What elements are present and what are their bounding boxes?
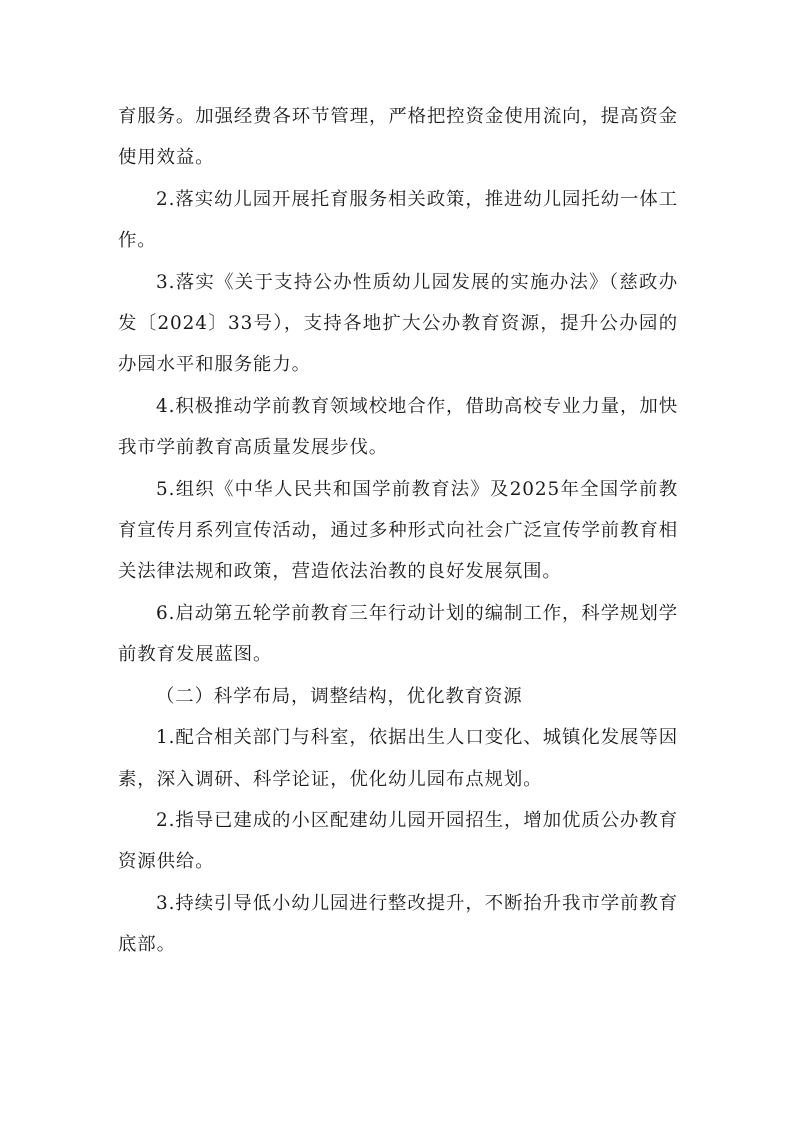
paragraph-item-3-public-kindergarten: 3.落实《关于支持公办性质幼儿园发展的实施办法》（慈政办发〔2024〕33号），支持各地扩大公办教育资源，提升公办园的办园水平和服务能力。 <box>118 271 678 376</box>
paragraph-item-4-school-cooperation: 4.积极推动学前教育领域校地合作，借助高校专业力量，加快我市学前教育高质量发展步伐。 <box>118 395 678 459</box>
paragraph-item-2-community-kindergarten: 2.指导已建成的小区配建幼儿园开园招生，增加优质公办教育资源供给。 <box>118 809 678 873</box>
document-body <box>118 96 678 966</box>
paragraph-item-5-publicity-month: 5.组织《中华人民共和国学前教育法》及2025年全国学前教育宣传月系列宣传活动，通过多种形式向社会广泛宣传学前教育相关法律法规和政策，营造依法治教的良好发展氛围。 <box>118 478 678 583</box>
paragraph-continuation: 育服务。加强经费各环节管理，严格把控资金使用流向，提高资金使用效益。 <box>118 106 678 169</box>
section-heading-2: （二）科学布局，调整结构，优化教育资源 <box>156 685 523 707</box>
paragraph-item-1-layout-planning: 1.配合相关部门与科室，依据出生人口变化、城镇化发展等因素，深入调研、科学论证，优化幼儿园布点规划。 <box>118 727 678 790</box>
paragraph-item-6-action-plan: 6.启动第五轮学前教育三年行动计划的编制工作，科学规划学前教育发展蓝图。 <box>118 602 678 666</box>
paragraph-item-2-childcare-policy: 2.落实幼儿园开展托育服务相关政策，推进幼儿园托幼一体工作。 <box>118 188 678 252</box>
paragraph-item-3-small-kindergarten: 3.持续引导低小幼儿园进行整改提升，不断抬升我市学前教育底部。 <box>118 892 678 956</box>
